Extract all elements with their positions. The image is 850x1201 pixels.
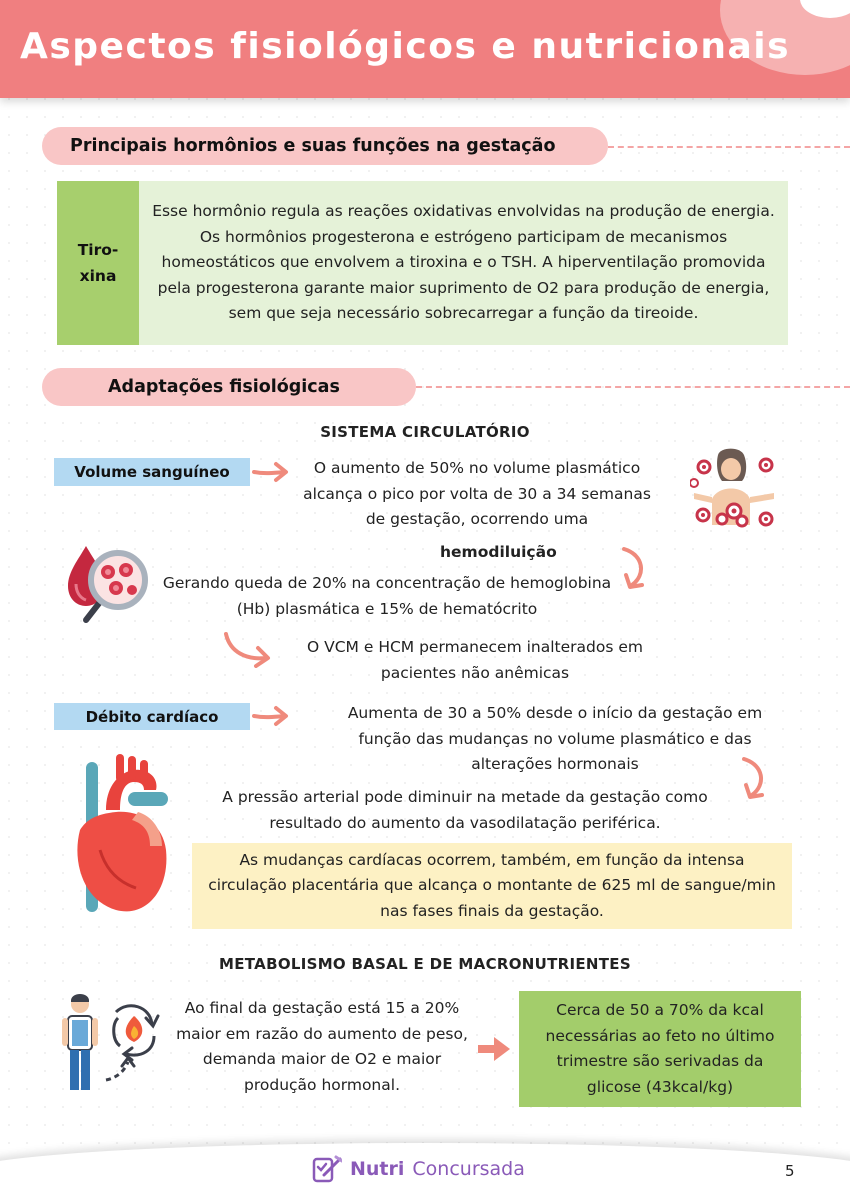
arrow-right-icon: [476, 1035, 512, 1063]
cardiac-tag: [54, 703, 250, 730]
section-title-hormones: [42, 127, 608, 165]
section-title-hormones-text: Principais hormônios e suas funções na gestação: [70, 136, 556, 156]
vcm-text: O VCM e HCM permanecem inalterados em pacientes não anêmicas: [307, 638, 643, 682]
circulatory-heading: SISTEMA CIRCULATÓRIO: [320, 423, 530, 441]
page-title: Aspectos fisiológicos e nutricionais: [20, 26, 791, 67]
blood-drop-magnifier-icon: [64, 540, 154, 626]
checklist-logo-icon: [310, 1155, 342, 1183]
section-divider: [416, 386, 850, 388]
volume-tag-label: Volume sanguíneo: [74, 463, 230, 481]
page-number: 5: [785, 1162, 795, 1180]
hormone-description: [139, 181, 788, 345]
hemodiluicao-label: hemodiluição: [440, 543, 557, 561]
section-title-adaptations-text: Adaptações fisiológicas: [108, 377, 340, 397]
hormone-label: [57, 181, 139, 345]
metabolism-text: Ao final da gestação está 15 a 20% maior em razão do aumento de peso, demanda maior de O2 e maior produção hormonal.: [176, 999, 468, 1094]
hormone-label-line2: xina: [79, 267, 117, 285]
hormone-label-line1: Tiro-: [77, 241, 119, 259]
metabolism-heading: METABOLISMO BASAL E DE MACRONUTRIENTES: [219, 955, 631, 973]
person-metabolism-icon: [56, 992, 166, 1102]
brand-logo: [310, 1154, 525, 1184]
section-divider: [608, 146, 850, 148]
volume-tag: [54, 458, 250, 486]
cardiac-text: Aumenta de 30 a 50% desde o início da gestação em função das mudanças no volume plasmático e das alterações hormonais: [347, 704, 763, 773]
glucose-info-box-text: Cerca de 50 a 70% da kcal necessárias ao feto no último trimestre são serivadas da glicose (43kcal/kg): [545, 1001, 775, 1096]
hormone-description-text: Esse hormônio regula as reações oxidativas envolvidas na produção de energia. Os hormônios progesterona e estrógeno participam de mecanismos homeostáticos que envolvem a tiroxina e o TSH. A hiperventilação promovida pela progesterona garante maior suprimento de O2 para produção de energia, sem que seja necessário sobrecarregar a função da tireoide.: [152, 202, 775, 323]
volume-text: O aumento de 50% no volume plasmático alcança o pico por volta de 30 a 34 semanas de gestação, ocorrendo uma: [303, 459, 651, 528]
pregnant-woman-blood-cells-icon: [690, 447, 780, 532]
arrow-right-icon: [252, 704, 290, 728]
heart-icon: [66, 750, 176, 920]
hemoglobin-text: Gerando queda de 20% na concentração de hemoglobina (Hb) plasmática e 15% de hematócrito: [162, 574, 612, 618]
pressure-text: A pressão arterial pode diminuir na metade da gestação como resultado do aumento da vasodilatação periférica.: [222, 788, 708, 832]
cardiac-info-box: [192, 843, 792, 929]
page-header: [0, 0, 850, 98]
section-title-adaptations: [42, 368, 416, 406]
glucose-info-box: [519, 991, 801, 1107]
curved-arrow-right-icon: [222, 628, 276, 668]
cardiac-info-box-text: As mudanças cardíacas ocorrem, também, em função da intensa circulação placentária que alcança o montante de 625 ml de sangue/min nas fases finais da gestação.: [208, 850, 776, 920]
arrow-right-icon: [252, 460, 290, 484]
curved-arrow-down-icon: [732, 755, 772, 803]
brand-name-bold: Nutri: [350, 1158, 405, 1180]
cardiac-tag-label: Débito cardíaco: [85, 707, 219, 726]
brand-name-regular: Concursada: [412, 1158, 525, 1180]
curved-arrow-down-icon: [612, 545, 652, 593]
